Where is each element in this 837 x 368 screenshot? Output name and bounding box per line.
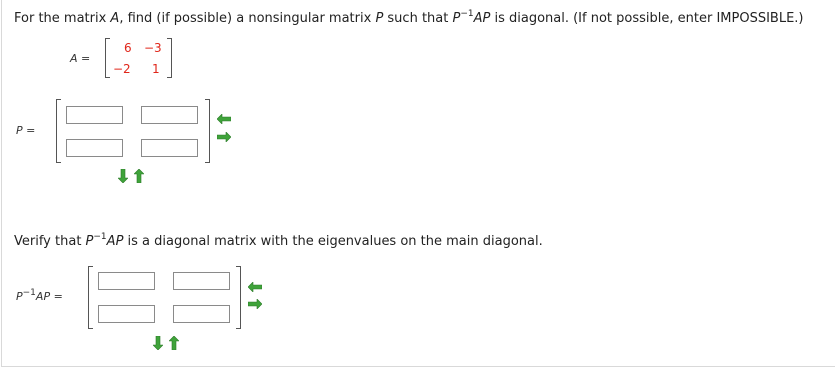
arrow-down-icon[interactable] [153, 336, 163, 350]
pap-matrix-cell-field[interactable] [99, 309, 154, 325]
pap-matrix-label: $P^{-1}AP$ = [16, 288, 63, 303]
matrix-a-right-bracket [167, 38, 172, 78]
matrix-a-left-bracket [105, 38, 110, 78]
pap-matrix-cell-field[interactable] [174, 276, 229, 292]
matrix-a-cell: 6 [124, 41, 132, 55]
pap-matrix-cell-input[interactable] [173, 305, 230, 323]
p-matrix-cell-field[interactable] [67, 110, 122, 126]
pap-matrix-cell-field[interactable] [174, 309, 229, 325]
pap-matrix-cell-input[interactable] [98, 305, 155, 323]
arrow-left-icon[interactable] [248, 282, 262, 292]
pap-matrix-cell-field[interactable] [99, 276, 154, 292]
p-matrix-cell-field[interactable] [67, 143, 122, 159]
matrix-a-cell: −3 [144, 41, 162, 55]
pap-matrix-cell-input[interactable] [98, 272, 155, 290]
p-matrix-cell-field[interactable] [142, 143, 197, 159]
p-matrix-cell-input[interactable] [141, 139, 198, 157]
matrix-a-cell: 1 [152, 62, 160, 76]
p-matrix-cell-field[interactable] [142, 110, 197, 126]
arrow-down-icon[interactable] [118, 169, 128, 183]
p-matrix-left-bracket [56, 99, 61, 163]
matrix-a-cell: −2 [113, 62, 131, 76]
p-matrix-cell-input[interactable] [66, 106, 123, 124]
p-matrix-right-bracket [205, 99, 210, 163]
p-matrix-cell-input[interactable] [66, 139, 123, 157]
arrow-left-icon[interactable] [217, 114, 231, 124]
verify-text: Verify that $P^{-1}AP$ is a diagonal matrix with the eigenvalues on the main diagonal. [14, 232, 543, 249]
question-text: For the matrix A, find (if possible) a nonsingular matrix P such that $P^{-1}AP$ is diagonal. (If not possible, enter IMPOSSIBLE.) [14, 9, 804, 26]
arrow-up-icon[interactable] [169, 336, 179, 350]
pap-matrix-right-bracket [236, 266, 241, 329]
pap-matrix-cell-input[interactable] [173, 272, 230, 290]
arrow-right-icon[interactable] [217, 132, 231, 142]
arrow-right-icon[interactable] [248, 299, 262, 309]
matrix-a-label: A = [70, 52, 91, 65]
p-matrix-cell-input[interactable] [141, 106, 198, 124]
p-matrix-label: P = [16, 124, 36, 137]
pap-matrix-left-bracket [88, 266, 93, 329]
arrow-up-icon[interactable] [134, 169, 144, 183]
